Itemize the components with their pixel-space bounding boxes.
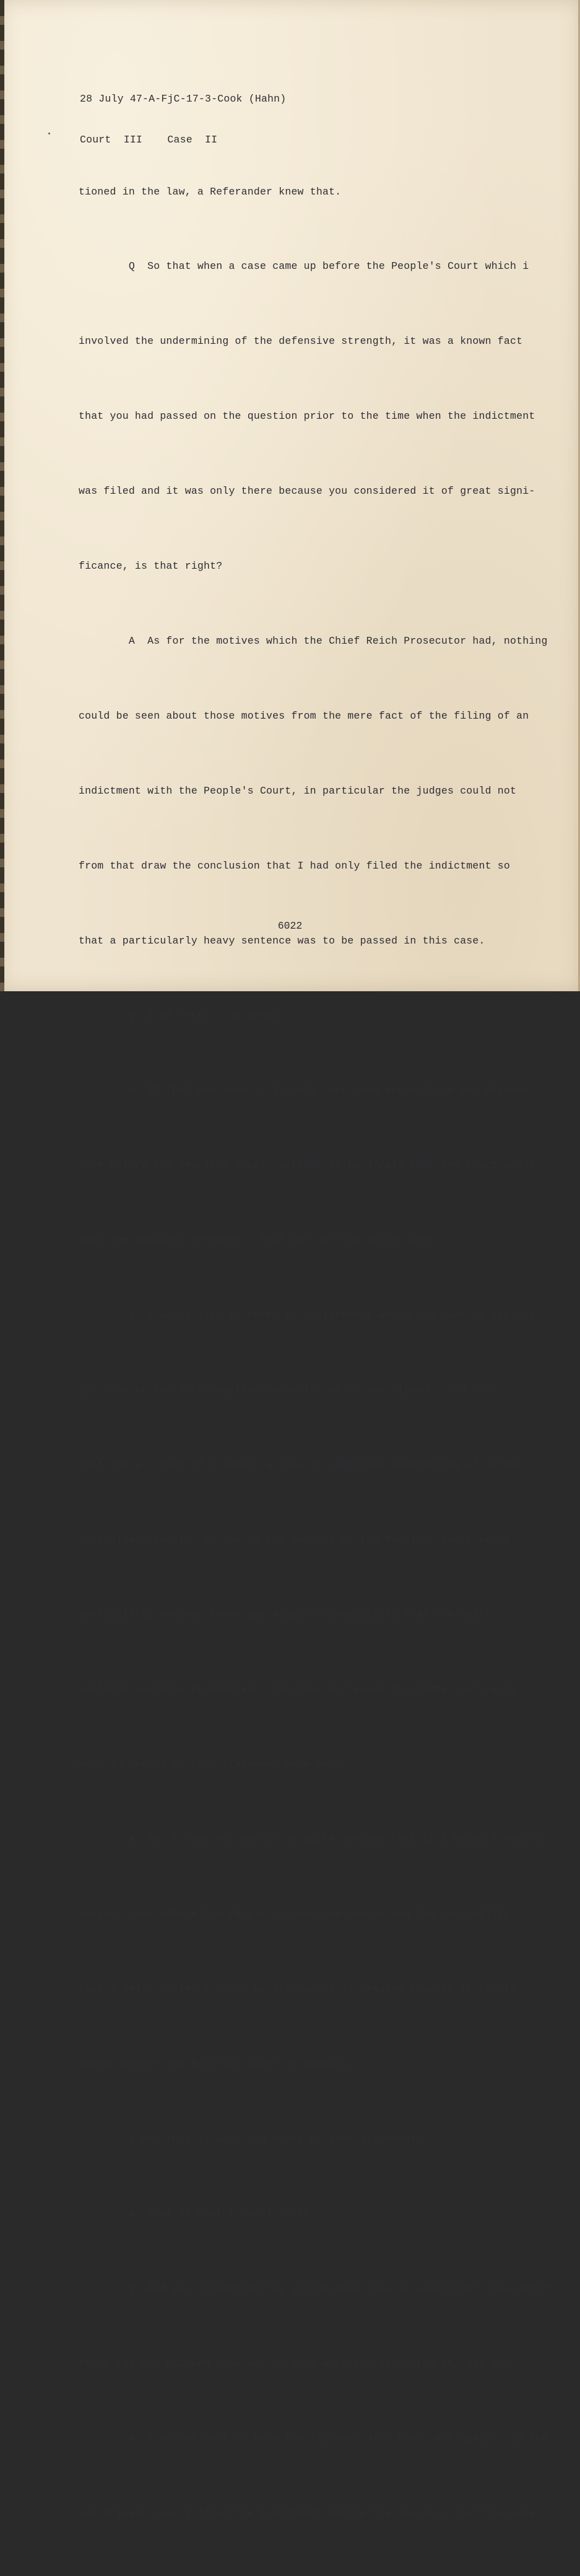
transcript-line: from that draw the conclusion that I had only filed the indictment so — [79, 859, 511, 872]
transcript-body — [79, 129, 554, 2576]
transcript-line: 126, one of the interrogation summaries which you signed. You said — [79, 1383, 498, 1396]
transcript-line: von Brinken case I filed the indictment before the People's Court because — [79, 2507, 535, 2520]
transcript-line: A I do not want to bore the Tribunal with that case again. In the — [79, 2432, 548, 2445]
transcript-line: serious case before the People's Court the danger and the possibility — [79, 1908, 511, 1921]
transcript-line: Q And you recognized the Von Brinken case as exception? You didn't — [79, 2282, 554, 2295]
header-court-case: Court III Case II — [80, 134, 218, 146]
transcript-line: case before the People's Court, without being afraid that the Court would — [79, 1159, 535, 1172]
transcript-line: think the von Brinken case was serious when you presented it, did you? — [79, 2357, 517, 2370]
transcript-line: A If that had been so I could not have brought the von Brinken — [79, 1084, 529, 1097]
transcript-line: mony in regard to that statement have you? — [79, 1758, 342, 1771]
transcript-line: that there - that if I submit a case of seditious undermining of German — [79, 1458, 523, 1471]
page-number: 6022 — [277, 920, 303, 932]
transcript-line: involved the undermining of the defensive strength, it was a known fact — [79, 335, 523, 348]
transcript-line: Q I would like to refer to a statement which you made in Exhibit — [79, 1308, 535, 1321]
transcript-line: that you had passed on the question prior to the time when the indictment — [79, 410, 535, 423]
paper-speck — [48, 133, 50, 134]
transcript-line: that a particularly heavy sentence was to be passed in this case. — [79, 934, 485, 947]
transcript-line: particularly serious there was always a possibility that the death — [79, 1608, 491, 1621]
transcript-line: ficance, is that right? — [79, 560, 223, 572]
transcript-line: could be seen about those motives from the mere fact of the filing of an — [79, 709, 529, 722]
transcript-line: indictment with the People's Court, in particular the judges could not — [79, 784, 517, 797]
transcript-line: sentence would be pronounced. You have no reason to change your testi- — [79, 1683, 523, 1696]
header-date-reference: 28 July 47-A-FjC-17-3-Cook (Hahn) — [80, 93, 287, 105]
transcript-line: was filed and it was only there because you considered it of great signi- — [79, 485, 535, 497]
transcript-line: tioned in the law, a Referander knew that. — [79, 185, 342, 198]
transcript-line: that a death sentence could be pronounced is greated than if it should — [79, 1982, 517, 1995]
transcript-line: pass the heaviest sentence. That was not how things were. — [79, 1234, 441, 1246]
transcript-line: A No, I have not and it is quite obvious that if I bring a really — [79, 1833, 542, 1846]
transcript-line: A That is what I meant by it. — [79, 2207, 316, 2220]
transcript-line: A As for the motives which the Chief Reich Prosecutor had, nothing — [79, 634, 548, 647]
transcript-line: appear before the District Court of Appeals. — [79, 2057, 354, 2070]
transcript-line: Q So that when a case came up before the People's Court which i — [79, 260, 529, 273]
transcript-line: Q And that is what you meant by that statement? — [79, 2132, 423, 2145]
transcript-line: Q I am sorry - go ahead. — [79, 1009, 285, 1022]
transcript-line: defensive strength, to one of the Senates of the People's Court being — [79, 1533, 511, 1546]
binding-edge — [0, 0, 4, 991]
